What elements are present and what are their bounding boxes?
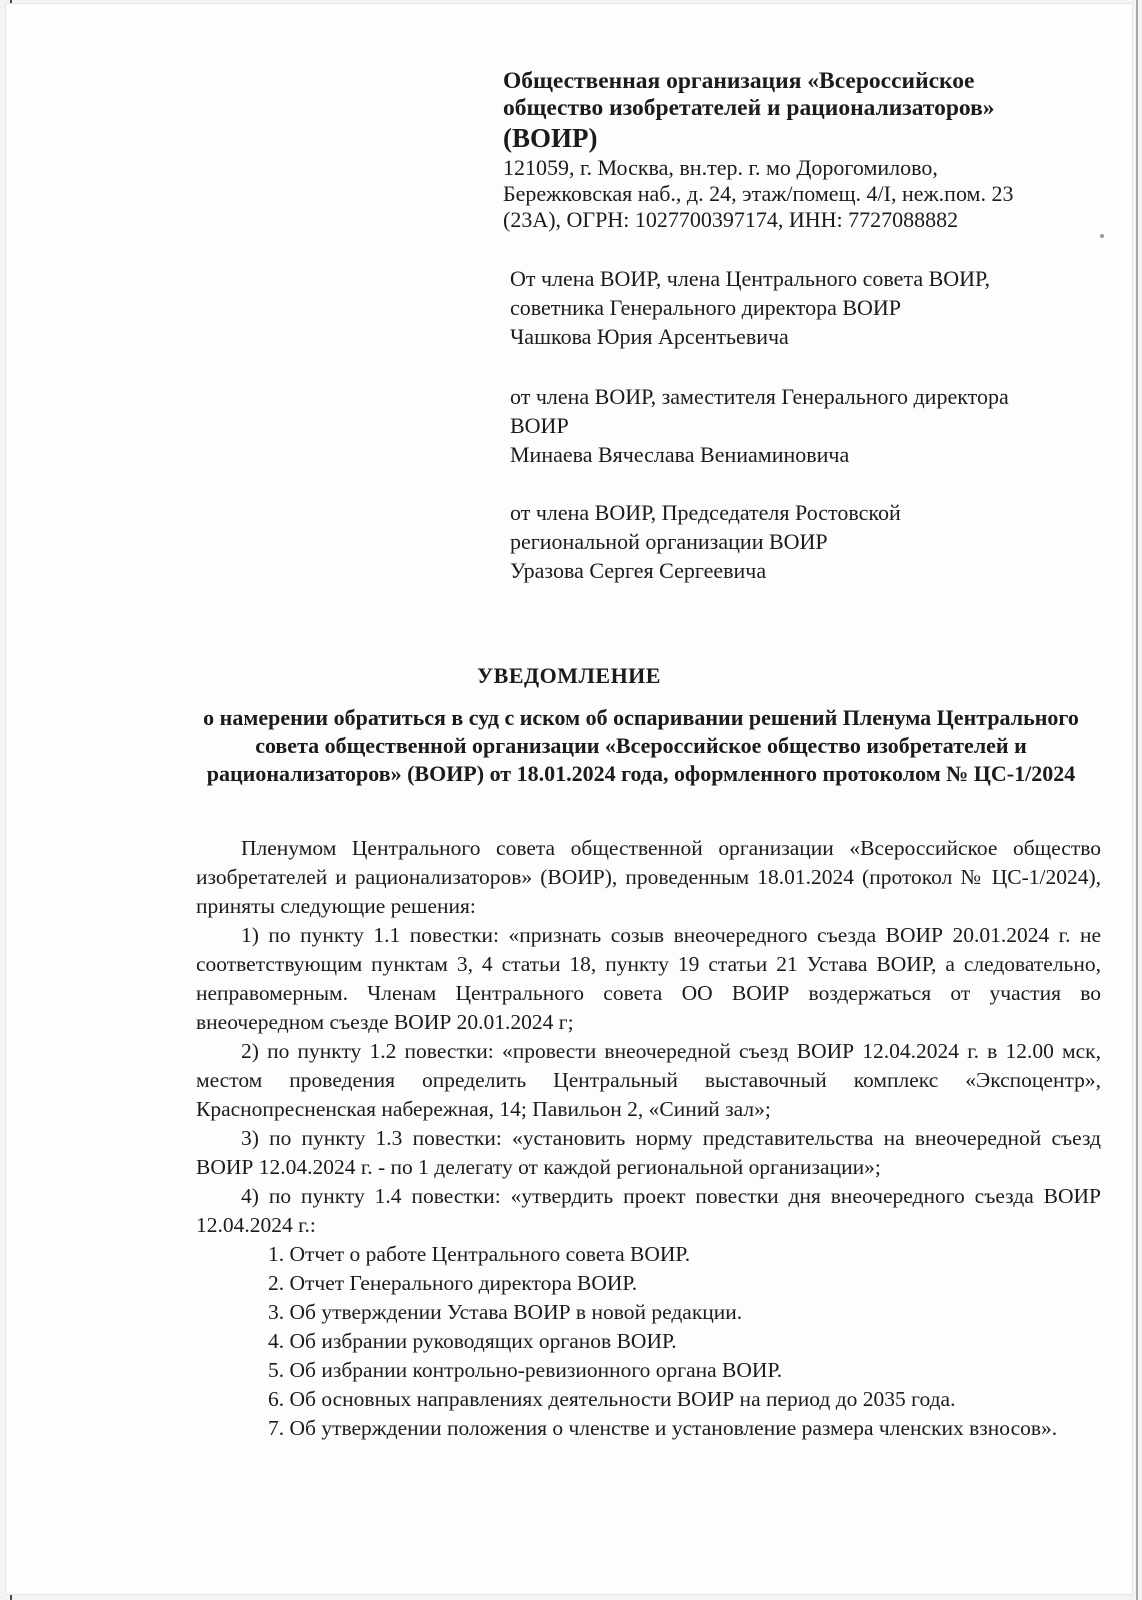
agenda-item: 2. Отчет Генерального директора ВОИР. [268,1271,638,1295]
decision-paragraph: 3) по пункту 1.3 повестки: «установить норму представительства на внеочередной съезд ВОИР 12.04.2024 г. - по 1 делегату от каждой региональной организации»; [196,1126,1101,1179]
sender-role-line: от члена ВОИР, заместителя Генерального директора [510,384,1009,409]
document-page [6,4,1132,1594]
decision-paragraph: 1) по пункту 1.1 повестки: «признать созыв внеочередного съезда ВОИР 20.01.2024 г. не соответствующим пунктам 3, 4 статьи 18, пункту 19 статьи 21 Устава ВОИР, а следовательно, неправомерным. Членам Центрального совета ОО ВОИР воздержаться от участия во внеочередном съезде ВОИР 20.01.2024 г; [196,923,1101,1034]
document-title: УВЕДОМЛЕНИЕ [477,663,661,688]
decision-paragraph: 4) по пункту 1.4 повестки: «утвердить проект повестки дня внеочередного съезда ВОИР 12.04.2024 г.: [196,1184,1101,1237]
org-address-line-1: 121059, г. Москва, вн.тер. г. мо Дорогомилово, [503,155,938,180]
scan-right-edge [1136,0,1138,1600]
sender-role-line: от члена ВОИР, Председателя Ростовской [510,500,901,525]
sender-role-line: региональной организации ВОИР [510,529,828,554]
sender-role-line: советника Генерального директора ВОИР [510,295,902,320]
scan-speck [1100,234,1104,238]
org-name-line-2: общество изобретателей и рационализаторов» [503,95,995,121]
org-name-line-1: Общественная организация «Всероссийское [503,68,975,94]
document-subject: о намерении обратиться в суд с иском об оспаривании решений Пленума Центрального совета общественной организации «Всероссийское общество изобретателей и рационализаторов» (ВОИР) от 18.01.2024 года, оформленного протоколом № ЦС-1/2024 [203,705,1079,786]
agenda-list [196,1240,1101,1443]
sender-name: Чашкова Юрия Арсентьевича [510,324,789,349]
agenda-item: 4. Об избрании руководящих органов ВОИР. [268,1329,677,1353]
document-body [196,834,1101,1443]
sender-name: Уразова Сергея Сергеевича [510,558,767,583]
sender-block-3 [510,498,1070,585]
agenda-item: 6. Об основных направлениях деятельности ВОИР на период до 2035 года. [268,1387,956,1411]
agenda-item: 5. Об избрании контрольно-ревизионного органа ВОИР. [268,1358,783,1382]
sender-name: Минаева Вячеслава Вениаминовича [510,442,850,467]
agenda-item: 1. Отчет о работе Центрального совета ВОИР. [268,1242,691,1266]
sender-role-line: От члена ВОИР, члена Центрального совета ВОИР, [510,266,991,291]
addressee-block [503,68,1103,233]
sender-block-2 [510,382,1070,469]
org-abbreviation: (ВОИР) [503,123,598,153]
agenda-item: 3. Об утверждении Устава ВОИР в новой редакции. [268,1300,743,1324]
decision-paragraph: 2) по пункту 1.2 повестки: «провести внеочередной съезд ВОИР 12.04.2024 г. в 12.00 мск, местом проведения определить Центральный выставочный комплекс «Экспоцентр», Краснопресненская набережная, 14; Павильон 2, «Синий зал»; [196,1039,1101,1121]
org-address-line-2: Бережковская наб., д. 24, этаж/помещ. 4/I, неж.пом. 23 [503,181,1014,206]
org-address-line-3: (23А), ОГРН: 1027700397174, ИНН: 7727088882 [503,207,959,232]
sender-block-1 [510,264,1070,351]
agenda-item: 7. Об утверждении положения о членстве и установление размера членских взносов». [268,1416,1058,1440]
intro-paragraph: Пленумом Центрального совета общественной организации «Всероссийское общество изобретателей и рационализаторов» (ВОИР), проведенным 18.01.2024 (протокол № ЦС-1/2024), приняты следующие решения: [196,836,1101,918]
sender-role-line: ВОИР [510,413,569,438]
